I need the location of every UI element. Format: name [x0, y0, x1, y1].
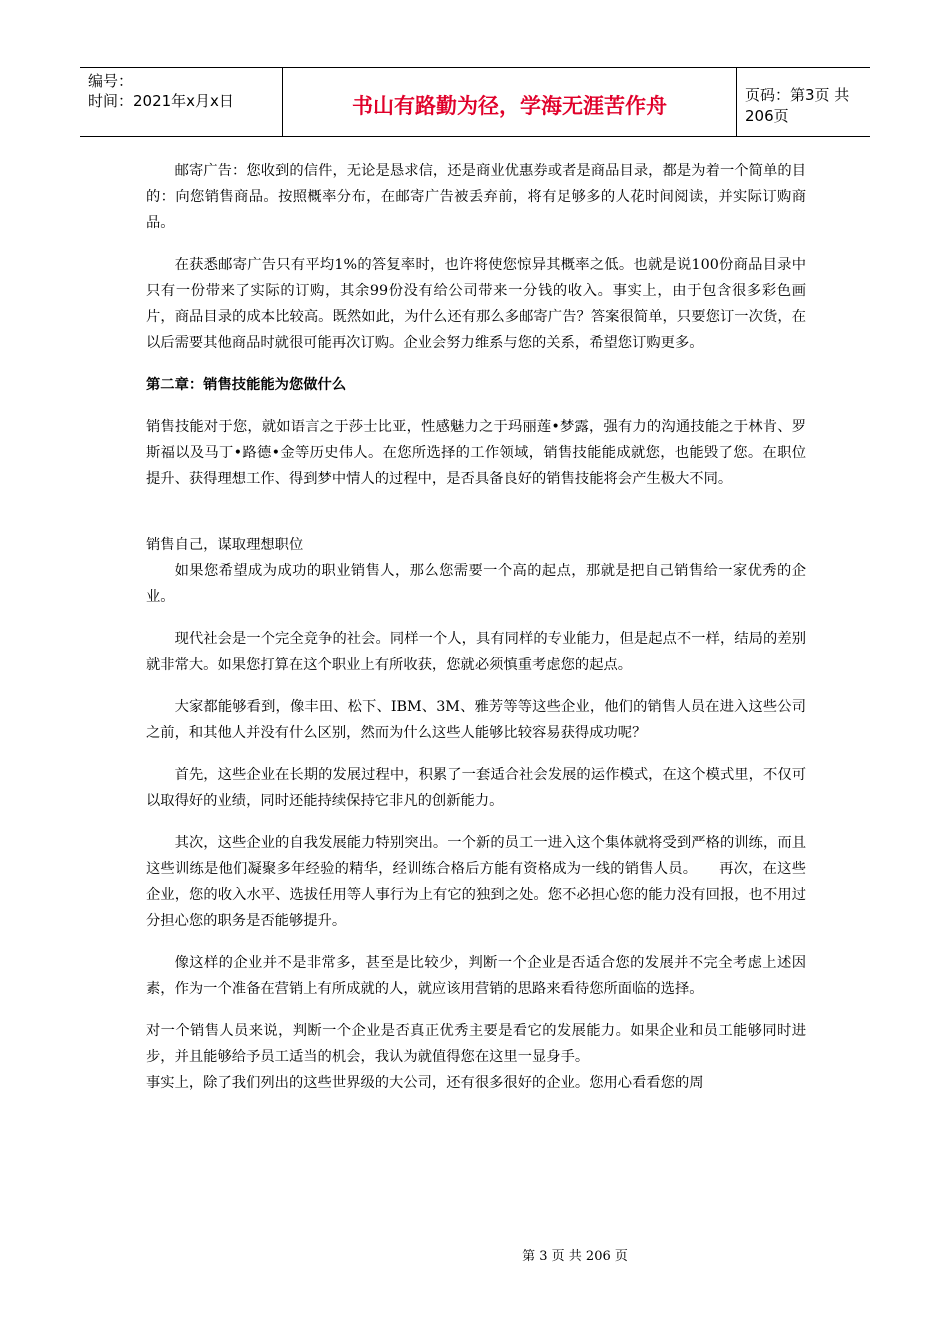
paragraph-response-rate: 在获悉邮寄广告只有平均1%的答复率时，也许将使您惊异其概率之低。也就是说100份商品目录中只有一份带来了实际的订购，其余99份没有给公司带来一分钱的收入。事实上，由于包含很多彩色画片，商品目录的成本比较高。既然如此，为什么还有那么多邮寄广告？答案很简单，只要您订一次货，在以后需要其他商品时就很可能再次订购。企业会努力维系与您的关系，希望您订购更多。 — [146, 257, 806, 351]
document-date: 时间：2021年x月x日 — [88, 92, 234, 110]
document-number-label: 编号： — [88, 72, 134, 90]
header-page-info: 页码：第3页 共206页 — [745, 86, 850, 125]
document-body — [146, 158, 806, 1096]
paragraph-other-companies: 事实上，除了我们列出的这些世界级的大公司，还有很多很好的企业。您用心看看您的周 — [146, 1075, 704, 1091]
chapter-title: 第二章：销售技能能为您做什么 — [146, 377, 347, 393]
paragraph-second-third: 其次，这些企业的自我发展能力特别突出。一个新的员工一进入这个集体就将受到严格的训练，而且这些训练是他们凝聚多年经验的精华，经训练合格后方能有资格成为一线的销售人员。 再次，在这些企业，您的收入水平、选拔任用等人事行为上有它的独到之处。您不必担心您的能力没有回报，也不用过分担心您的职务是否能够提升。 — [146, 835, 806, 929]
paragraph-judging: 对一个销售人员来说，判断一个企业是否真正优秀主要是看它的发展能力。如果企业和员工能够同时进步，并且能够给予员工适当的机会，我认为就值得您在这里一显身手。 — [146, 1023, 806, 1065]
paragraph-competition: 现代社会是一个完全竞争的社会。同样一个人，具有同样的专业能力，但是起点不一样，结局的差别就非常大。如果您打算在这个职业上有所收获，您就必须慎重考虑您的起点。 — [146, 631, 806, 673]
header-motto: 书山有路勤为径，学海无涯苦作舟 — [283, 68, 737, 136]
paragraph-sales-skills: 销售技能对于您，就如语言之于莎士比亚，性感魅力之于玛丽莲•梦露，强有力的沟通技能之于林肯、罗斯福以及马丁•路德•金等历史伟人。在您所选择的工作领域，销售技能能成就您，也能毁了您。在职位提升、获得理想工作、得到梦中情人的过程中，是否具备良好的销售技能将会产生极大不同。 — [146, 419, 806, 487]
paragraph-high-start: 如果您希望成为成功的职业销售人，那么您需要一个高的起点，那就是把自己销售给一家优秀的企业。 — [146, 563, 806, 605]
section-subheading: 销售自己，谋取理想职位 — [146, 537, 304, 553]
spacer — [146, 508, 806, 532]
paragraph-first: 首先，这些企业在长期的发展过程中，积累了一套适合社会发展的运作模式，在这个模式里，不仅可以取得好的业绩，同时还能持续保持它非凡的创新能力。 — [146, 767, 806, 809]
paragraph-companies: 大家都能够看到，像丰田、松下、IBM、3M、雅芳等等这些企业，他们的销售人员在进入这些公司之前，和其他人并没有什么区别，然而为什么这些人能够比较容易获得成功呢？ — [146, 699, 806, 741]
header-meta — [80, 68, 283, 136]
page-footer: 第 3 页 共 206 页 — [522, 1249, 628, 1264]
paragraph-direct-mail: 邮寄广告：您收到的信件，无论是恳求信，还是商业优惠券或者是商品目录，都是为着一个简单的目的：向您销售商品。按照概率分布，在邮寄广告被丢弃前，将有足够多的人花时间阅读，并实际订购商品。 — [146, 163, 806, 231]
page-header — [80, 67, 870, 137]
paragraph-choice: 像这样的企业并不是非常多，甚至是比较少，判断一个企业是否适合您的发展并不完全考虑上述因素，作为一个准备在营销上有所成就的人，就应该用营销的思路来看待您所面临的选择。 — [146, 955, 806, 997]
